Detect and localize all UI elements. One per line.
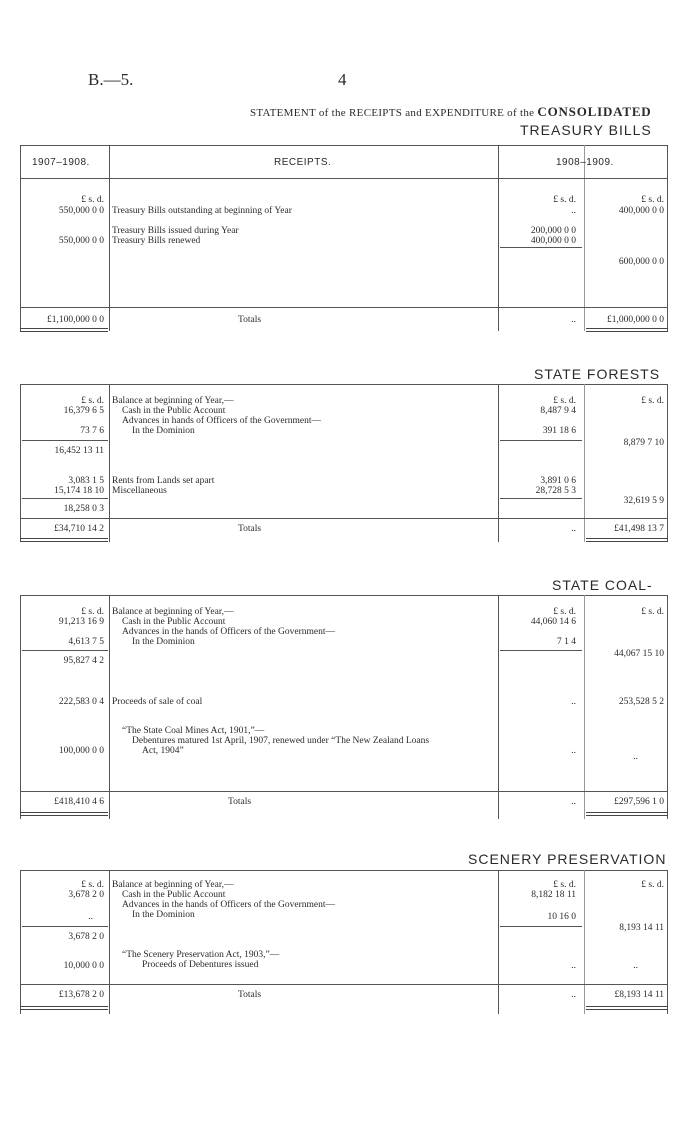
- amount-left: ..: [88, 912, 93, 922]
- subtotal-rule: [22, 650, 108, 651]
- subtotal-rule: [22, 440, 108, 441]
- amount-sub: 8,182 18 11: [531, 890, 576, 900]
- section-title-coal: STATE COAL-: [552, 577, 653, 593]
- amount-sub: 200,000 0 0: [530, 226, 576, 236]
- amount-sub: 7 1 4: [557, 637, 576, 647]
- amount-sub: 10 16 0: [547, 912, 576, 922]
- total-right: £1,000,000 0 0: [607, 315, 664, 325]
- amount-sub: 44,060 14 6: [530, 617, 576, 627]
- amount-left: 3,678 2 0: [68, 890, 104, 900]
- column-header-receipts: RECEIPTS.: [274, 157, 332, 168]
- amount-left: 550,000 0 0: [58, 236, 104, 246]
- receipt-description: Treasury Bills renewed: [112, 236, 201, 246]
- totals-rule: [20, 518, 668, 519]
- amount-left: 91,213 16 9: [58, 617, 104, 627]
- totals-rule: [20, 984, 668, 985]
- amount-right: 400,000 0 0: [618, 206, 664, 216]
- table-frame: [20, 595, 21, 819]
- receipt-description: Debentures matured 1st April, 1907, renewed under “The New Zealand Loans: [132, 736, 430, 746]
- amount-right: ..: [633, 752, 638, 762]
- column-rule: [109, 145, 110, 331]
- table-frame: [20, 870, 21, 1014]
- subtotal-rule: [500, 440, 582, 441]
- total-sub: ..: [571, 315, 576, 325]
- lsd-header: £ s. d.: [553, 396, 576, 406]
- total-right: £297,596 1 0: [614, 797, 664, 807]
- lsd-header: £ s. d.: [81, 195, 104, 205]
- amount-left: 16,452 13 11: [54, 446, 104, 456]
- lsd-header: £ s. d.: [641, 396, 664, 406]
- double-rule: [20, 328, 108, 332]
- receipt-description: Advances in the hands of Officers of the Government—: [122, 627, 335, 637]
- receipt-description: In the Dominion: [132, 910, 195, 920]
- table-frame: [667, 595, 668, 819]
- amount-left: 18,258 0 3: [63, 504, 104, 514]
- total-left: £13,678 2 0: [58, 990, 104, 1000]
- table-forests: [20, 384, 668, 544]
- totals-label: Totals: [238, 990, 262, 1000]
- amount-left: 100,000 0 0: [58, 746, 104, 756]
- table-top-rule: [20, 870, 668, 871]
- subtotal-rule: [22, 926, 108, 927]
- column-rule: [498, 870, 499, 1014]
- amount-sub: 3,891 0 6: [540, 476, 576, 486]
- total-left: £1,100,000 0 0: [47, 315, 104, 325]
- subtotal-rule: [500, 650, 582, 651]
- statement-prefix: STATEMENT of the RECEIPTS and EXPENDITURE of the: [250, 107, 535, 119]
- amount-left: 3,083 1 5: [68, 476, 104, 486]
- double-rule: [586, 812, 668, 816]
- amount-left: 222,583 0 4: [58, 697, 104, 707]
- amount-sub: 8,487 9 4: [540, 406, 576, 416]
- table-frame: [667, 870, 668, 1014]
- amount-right: 32,619 5 9: [623, 496, 664, 506]
- amount-right: 8,879 7 10: [623, 438, 664, 448]
- subtotal-rule: [22, 498, 108, 499]
- receipt-description: Cash in the Public Account: [122, 406, 226, 416]
- double-rule: [20, 538, 108, 542]
- amount-left: 4,613 7 5: [68, 637, 104, 647]
- column-rule: [498, 595, 499, 819]
- totals-label: Totals: [228, 797, 252, 807]
- page-number: 4: [338, 70, 347, 89]
- statement-emphasis: CONSOLIDATED: [537, 104, 652, 119]
- amount-left: 73 7 6: [80, 426, 104, 436]
- amount-sub: ..: [571, 746, 576, 756]
- amount-sub: ..: [571, 206, 576, 216]
- total-sub: ..: [571, 990, 576, 1000]
- table-treasury: [20, 145, 668, 333]
- lsd-header: £ s. d.: [81, 607, 104, 617]
- amount-sub: 400,000 0 0: [530, 236, 576, 246]
- section-title-scenery: SCENERY PRESERVATION: [468, 851, 667, 867]
- section-title-forests: STATE FORESTS: [534, 366, 661, 382]
- column-rule: [498, 145, 499, 331]
- receipt-description: Cash in the Public Account: [122, 617, 226, 627]
- column-rule: [584, 870, 585, 1014]
- column-header-left: 1907–1908.: [32, 157, 90, 168]
- header-rule: [20, 178, 668, 179]
- page-code: B.—5.: [88, 70, 134, 89]
- receipt-description: Balance at beginning of Year,—: [112, 880, 234, 890]
- receipt-description: Miscellaneous: [112, 486, 167, 496]
- receipt-description: “The State Coal Mines Act, 1901,”—: [122, 726, 265, 736]
- amount-left: 95,827 4 2: [63, 656, 104, 666]
- amount-left: 15,174 18 10: [54, 486, 104, 496]
- lsd-header: £ s. d.: [641, 607, 664, 617]
- receipt-description: Rents from Lands set apart: [112, 476, 215, 486]
- lsd-header: £ s. d.: [81, 880, 104, 890]
- lsd-header: £ s. d.: [553, 195, 576, 205]
- lsd-header: £ s. d.: [641, 880, 664, 890]
- double-rule: [20, 812, 108, 816]
- total-left: £34,710 14 2: [54, 524, 104, 534]
- subtotal-rule: [500, 498, 582, 499]
- lsd-header: £ s. d.: [553, 607, 576, 617]
- total-sub: ..: [571, 524, 576, 534]
- table-top-rule: [20, 595, 668, 596]
- total-left: £418,410 4 6: [54, 797, 104, 807]
- double-rule: [586, 1006, 668, 1010]
- total-right: £8,193 14 11: [614, 990, 664, 1000]
- column-rule: [109, 870, 110, 1014]
- statement-heading: [250, 104, 652, 120]
- receipt-description: Advances in hands of Officers of the Government—: [122, 416, 322, 426]
- amount-sub: ..: [571, 697, 576, 707]
- receipt-description: Advances in the hands of Officers of the Government—: [122, 900, 335, 910]
- receipt-description: “The Scenery Preservation Act, 1903,”—: [122, 950, 280, 960]
- table-top-rule: [20, 384, 668, 385]
- receipt-description: Cash in the Public Account: [122, 890, 226, 900]
- table-coal: [20, 595, 668, 821]
- totals-label: Totals: [238, 524, 262, 534]
- amount-right: ..: [633, 961, 638, 971]
- totals-label: Totals: [238, 315, 262, 325]
- receipt-description: In the Dominion: [132, 426, 195, 436]
- section-title-treasury: TREASURY BILLS: [520, 122, 652, 138]
- column-rule: [109, 595, 110, 819]
- column-header-right: 1908–1909.: [556, 157, 614, 168]
- amount-sub: 391 18 6: [542, 426, 576, 436]
- amount-sub: ..: [571, 961, 576, 971]
- receipt-description: Act, 1904”: [142, 746, 184, 756]
- double-rule: [20, 1006, 108, 1010]
- amount-left: 10,000 0 0: [63, 961, 104, 971]
- lsd-header: £ s. d.: [81, 396, 104, 406]
- receipt-description: Proceeds of sale of coal: [112, 697, 203, 707]
- totals-rule: [20, 791, 668, 792]
- amount-right: 44,067 15 10: [614, 649, 664, 659]
- table-scenery: [20, 870, 668, 1016]
- receipt-description: In the Dominion: [132, 637, 195, 647]
- receipt-description: Treasury Bills outstanding at beginning of Year: [112, 206, 292, 216]
- amount-right: 253,528 5 2: [618, 697, 664, 707]
- amount-right: 8,193 14 11: [619, 923, 664, 933]
- lsd-header: £ s. d.: [641, 195, 664, 205]
- amount-left: 550,000 0 0: [58, 206, 104, 216]
- amount-sub: 28,728 5 3: [535, 486, 576, 496]
- column-rule: [584, 595, 585, 819]
- amount-left: 3,678 2 0: [68, 932, 104, 942]
- receipt-description: Treasury Bills issued during Year: [112, 226, 239, 236]
- amount-left: 16,379 6 5: [63, 406, 104, 416]
- total-right: £41,498 13 7: [614, 524, 664, 534]
- total-sub: ..: [571, 797, 576, 807]
- totals-rule: [20, 307, 668, 308]
- double-rule: [586, 328, 668, 332]
- column-rule: [584, 145, 585, 331]
- subtotal-rule: [500, 247, 582, 248]
- lsd-header: £ s. d.: [553, 880, 576, 890]
- double-rule: [586, 538, 668, 542]
- receipt-description: Proceeds of Debentures issued: [142, 960, 259, 970]
- receipt-description: Balance at beginning of Year,—: [112, 607, 234, 617]
- amount-right: 600,000 0 0: [618, 257, 664, 267]
- receipt-description: Balance at beginning of Year,—: [112, 396, 234, 406]
- subtotal-rule: [500, 926, 582, 927]
